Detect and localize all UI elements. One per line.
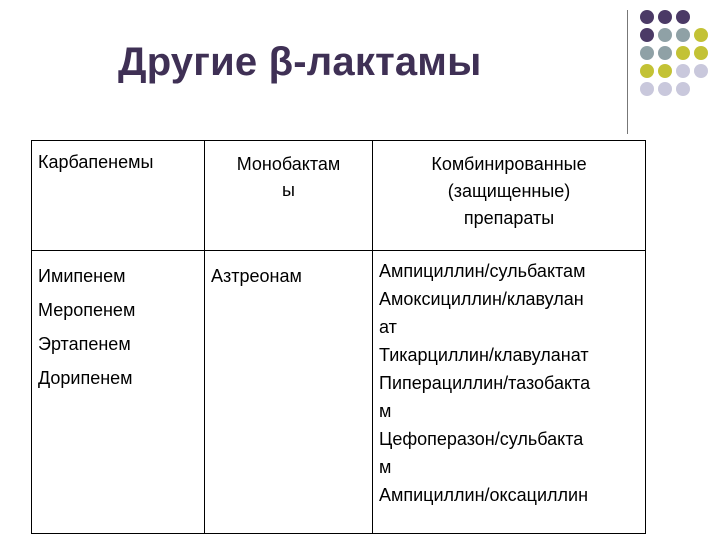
list-item: Дорипенем [38, 368, 133, 388]
list-item: Имипенем [38, 266, 126, 286]
list-item: Азтреонам [211, 266, 302, 286]
dot [658, 64, 672, 78]
dot [658, 82, 672, 96]
list-item: Пиперациллин/тазобакта [379, 373, 591, 393]
header-monobactams-label: Монобактам ы [236, 154, 341, 200]
dot [640, 10, 654, 24]
dot [694, 28, 708, 42]
carbapenems-list [32, 251, 205, 534]
divider-line [627, 10, 628, 134]
beta-lactams-table [31, 140, 646, 534]
header-combined-label: Комбинированные (защищенные) препараты [431, 154, 587, 228]
list-item: Тикарциллин/клавуланат [379, 345, 589, 365]
table-header-row [32, 141, 646, 251]
dot [658, 46, 672, 60]
monobactams-list [205, 251, 373, 534]
dot [640, 64, 654, 78]
dot [658, 10, 672, 24]
combined-list [373, 251, 646, 534]
list-item: ат [379, 317, 397, 337]
dot [676, 46, 690, 60]
dot [676, 10, 690, 24]
list-item: Меропенем [38, 300, 136, 320]
header-combined [373, 141, 646, 251]
dot [640, 46, 654, 60]
dot [640, 28, 654, 42]
dot [676, 64, 690, 78]
list-item: Амоксициллин/клавулан [379, 289, 584, 309]
list-item: Ампициллин/оксациллин [379, 485, 589, 505]
dot [694, 64, 708, 78]
dot [694, 46, 708, 60]
dot [640, 82, 654, 96]
list-item: м [379, 401, 392, 421]
slide-title: Другие β-лактамы [118, 40, 482, 84]
dot [658, 28, 672, 42]
list-item: Ампициллин/сульбактам [379, 261, 586, 281]
list-item: Эртапенем [38, 334, 131, 354]
dot [676, 28, 690, 42]
list-item: м [379, 457, 392, 477]
table-body-row [32, 251, 646, 534]
header-carbapenems [32, 141, 205, 251]
header-monobactams [205, 141, 373, 251]
list-item: Цефоперазон/сульбакта [379, 429, 584, 449]
dot [676, 82, 690, 96]
header-carbapenems-label: Карбапенемы [38, 152, 154, 172]
